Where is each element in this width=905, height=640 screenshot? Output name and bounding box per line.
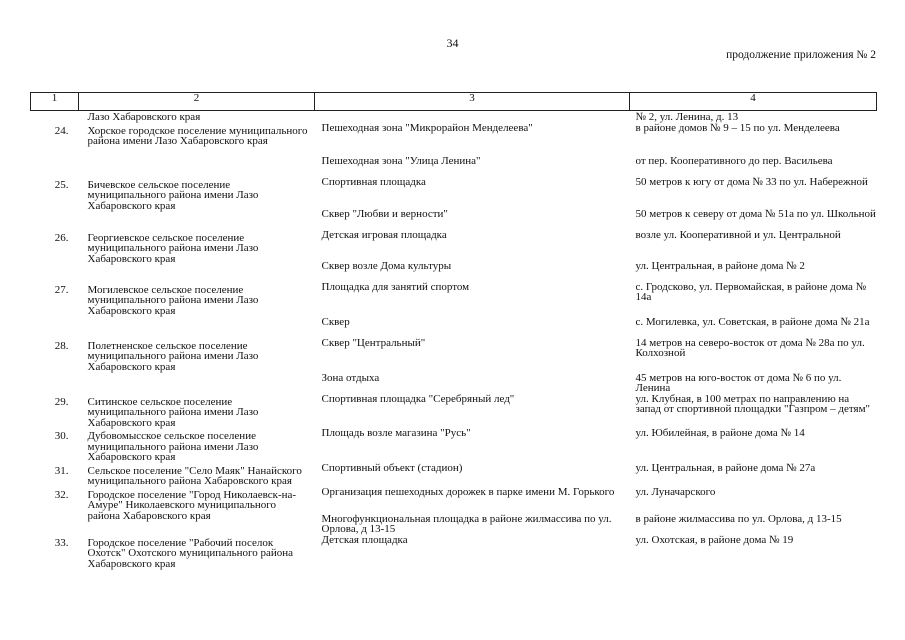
row-number: 33. [54,536,69,549]
location-cell [630,394,877,429]
object-location: ул. Охотская, в районе дома № 19 [635,533,794,546]
row-number [31,111,79,123]
object-name [315,111,630,123]
settlement-name: Бичевское сельское поселение муниципального района имени Лазо Хабаровского края [87,178,259,212]
object-location: возле ул. Кооперативной и ул. Центральной [635,228,841,241]
object-location: от пер. Кооперативного до пер. Васильева [635,154,833,167]
settlement-name: Полетненское сельское поселение муниципального района имени Лазо Хабаровского края [87,339,259,373]
object-location: в районе жилмассива по ул. Орлова, д 13-15 [635,512,842,525]
location-cell [630,177,877,230]
object-location: 50 метров к северу от дома № 51а по ул. Школьной [635,207,876,220]
settlement-name: Сельское поселение "Село Маяк" Нанайского муниципального района Хабаровского края [87,464,302,487]
object-location: ул. Юбилейная, в районе дома № 14 [635,427,805,439]
table-row [31,394,877,429]
object-cell [315,282,630,338]
object-cell [315,123,630,177]
table-row [31,487,877,535]
object-location: № 2, ул. Ленина, д. 13 [635,111,739,123]
row-number: 27. [54,283,69,296]
table-row [31,463,877,487]
settlement-name: Могилевское сельское поселение муниципального района имени Лазо Хабаровского края [87,283,259,317]
location-cell [630,535,877,570]
row-number: 25. [54,178,69,191]
object-cell [315,338,630,394]
settlement-name: Георгиевское сельское поселение муниципального района имени Лазо Хабаровского края [87,231,259,265]
object-cell [315,463,630,487]
settlement-name: Городское поселение "Город Николаевск-на-Амуре" Николаевского муниципального района Хабаровского края [87,488,297,522]
object-name: Пешеходная зона "Улица Ленина" [321,154,481,167]
settlement-name: Лазо Хабаровского края [87,111,201,123]
object-cell [315,177,630,230]
settlement-name: Городское поселение "Рабочий поселок Охотск" Охотского муниципального района Хабаровского края [87,536,294,570]
continuation-label: продолжение приложения № 2 [726,49,876,61]
appendix-table [30,92,877,569]
row-number: 24. [54,124,69,137]
object-location: с. Могилевка, ул. Советская, в районе дома № 21а [635,315,870,328]
table-row [31,230,877,282]
object-location: 45 метров на юго-восток от дома № 6 по ул. Ленина [635,371,842,394]
location-cell [630,230,877,282]
object-location: ул. Луначарского [635,485,716,498]
table-row-continued [31,111,877,123]
object-name: Сквер [321,315,350,328]
location-cell [630,487,877,535]
location-cell [630,428,877,463]
header-col-1: 1 [31,93,79,111]
object-name: Многофункциональная площадка в районе жилмассива по ул. Орлова, д 13-15 [321,512,612,535]
object-location: в районе домов № 9 – 15 по ул. Менделеева [635,121,840,134]
object-location: ул. Клубная, в 100 метрах по направлению на запад от спортивной площадки "Газпром – детям" [635,392,871,415]
object-name: Площадь возле магазина "Русь" [321,427,471,439]
header-row [31,93,877,111]
object-location: 50 метров к югу от дома № 33 по ул. Набережной [635,175,868,188]
settlement-name: Ситинское сельское поселение муниципального района имени Лазо Хабаровского края [87,395,259,429]
row-number: 31. [54,464,69,477]
object-cell [315,487,630,535]
object-name: Зона отдыха [321,371,380,384]
table-row [31,282,877,338]
object-location: ул. Центральная, в районе дома № 27а [635,461,816,474]
row-number: 26. [54,231,69,244]
row-number: 30. [54,430,69,442]
settlement-name: Дубовомысское сельское поселение муниципального района имени Лазо Хабаровского края [87,430,259,463]
object-location: 14 метров на северо-восток от дома № 28а по ул. Колхозной [635,336,865,359]
table-row [31,123,877,177]
header-col-4: 4 [630,93,877,111]
location-cell [630,282,877,338]
row-number: 28. [54,339,69,352]
object-cell [315,428,630,463]
object-name: Сквер "Центральный" [321,336,426,349]
object-name: Организация пешеходных дорожек в парке имени М. Горького [321,485,615,498]
object-name: Спортивная площадка [321,175,426,188]
object-cell [315,535,630,570]
header-col-3: 3 [315,93,630,111]
object-name: Пешеходная зона "Микрорайон Менделеева" [321,121,533,134]
object-location: ул. Центральная, в районе дома № 2 [635,259,805,272]
header-col-2: 2 [79,93,315,111]
table-row [31,428,877,463]
location-cell [630,463,877,487]
table-row [31,177,877,230]
settlement-name: Хорское городское поселение муниципального района имени Лазо Хабаровского края [87,124,308,147]
object-name: Спортивная площадка "Серебряный лед" [321,392,515,405]
object-name: Площадка для занятий спортом [321,280,470,293]
table-row [31,535,877,570]
object-name: Сквер "Любви и верности" [321,207,448,220]
object-cell [315,394,630,429]
object-location: с. Гродсково, ул. Первомайская, в районе дома № 14а [635,280,867,303]
location-cell [630,338,877,394]
table-row [31,338,877,394]
object-name: Детская игровая площадка [321,228,447,241]
object-name: Спортивный объект (стадион) [321,461,463,474]
page-number: 34 [446,36,459,50]
object-name: Сквер возле Дома культуры [321,259,452,272]
row-number: 32. [54,488,69,501]
object-name: Детская площадка [321,533,408,546]
row-number: 29. [54,395,69,408]
object-cell [315,230,630,282]
location-cell [630,123,877,177]
